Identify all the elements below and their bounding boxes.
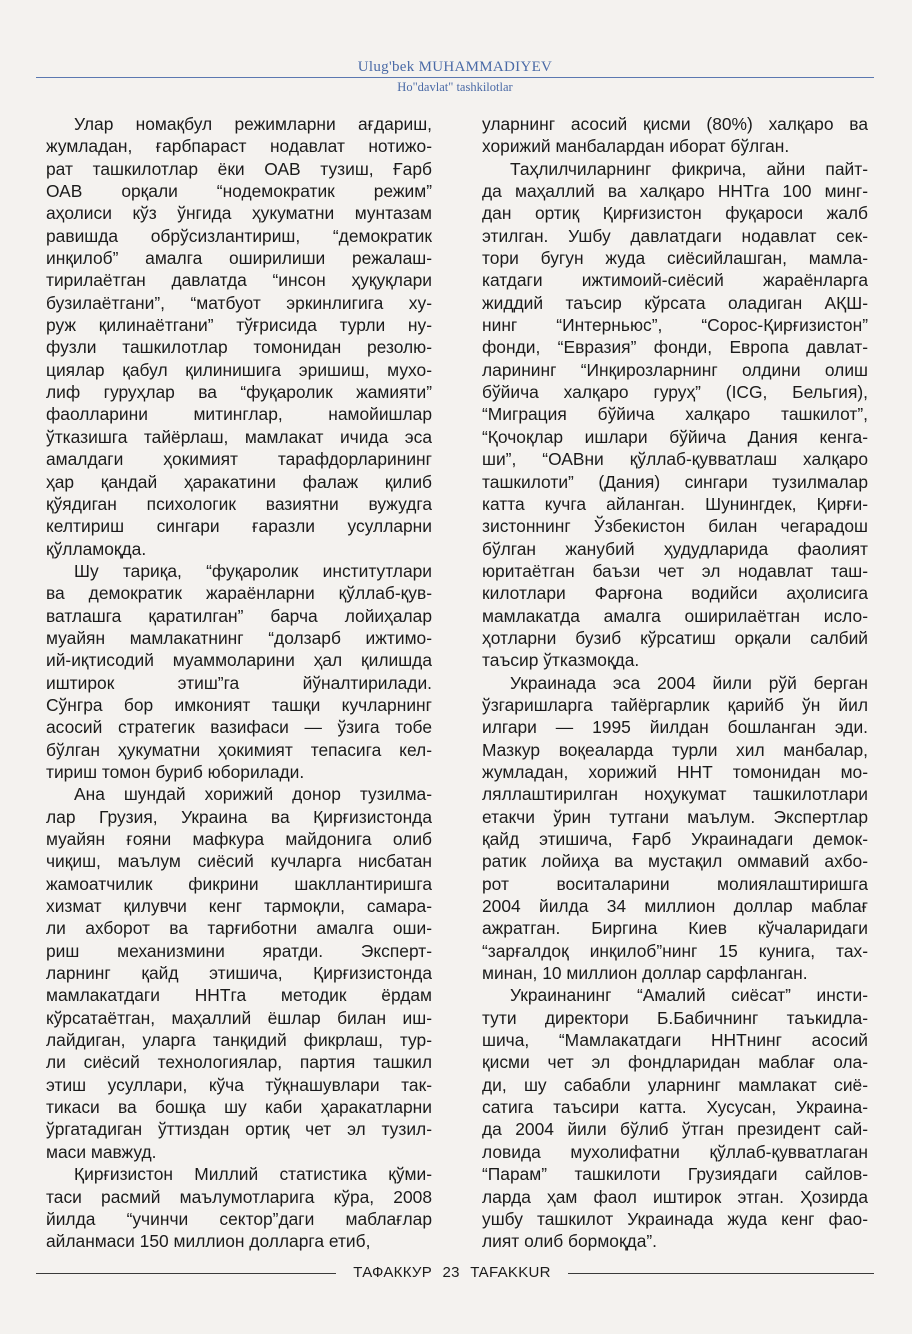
text-line: ларнинг қайд этишича, Қирғизистонда bbox=[46, 963, 432, 984]
text-line: жиддий таъсир кўрсата оладиган АҚШ- bbox=[482, 292, 868, 313]
text-line: илгари — 1995 йилдан бошланган эди. bbox=[482, 717, 868, 738]
text-line: асосий стратегик вазифаси — ўзига тобе bbox=[46, 717, 432, 738]
text-line: Украинада эса 2004 йили рўй берган bbox=[510, 672, 868, 693]
text-line: нинг “Интерньюс”, “Сорос-Қирғизистон” bbox=[482, 315, 868, 336]
text-line: ўргатадиган ўттиздан ортиқ чет эл тузил- bbox=[46, 1119, 432, 1140]
text-line: уларнинг асосий қисми (80%) халқаро ва bbox=[482, 114, 868, 134]
footer-rule-right bbox=[568, 1273, 874, 1274]
text-line: ОАВ орқали “нодемократик режим” bbox=[46, 181, 432, 202]
text-line: Ана шундай хорижий донор тузилма- bbox=[74, 784, 432, 805]
text-line: риш механизмини яратди. Эксперт- bbox=[46, 940, 432, 961]
text-line: Украинанинг “Амалий сиёсат” инсти- bbox=[510, 985, 868, 1006]
text-line: тирилаётган давлатда “инсон ҳуқуқлари bbox=[46, 270, 432, 291]
text-line: инқилоб” амалга оширилиши режалаш- bbox=[46, 248, 432, 269]
text-line: Таҳлилчиларнинг фикрича, айни пайт- bbox=[510, 158, 868, 179]
text-line: Сўнгра бор имконият ташқи кучларнинг bbox=[46, 694, 432, 715]
text-line: таъсир ўтказмоқда. bbox=[482, 650, 640, 671]
text-line: жумладан, ғарбпараст нодавлат нотижо- bbox=[46, 136, 432, 157]
text-line: ажратган. Биргина Киев кўчаларидаги bbox=[482, 918, 868, 939]
text-line: аҳолиси кўз ўнгида ҳукуматни мунтазам bbox=[46, 203, 432, 224]
author-name: Ulug'bek MUHAMMADIYEV bbox=[357, 59, 553, 75]
text-line: Қирғизистон Миллий статистика қўми- bbox=[74, 1164, 432, 1185]
text-line: руж қилинаётгани” тўғрисида турли ну- bbox=[46, 315, 432, 336]
text-line: ўзгаришларга тайёргарлик қарийб ўн йил bbox=[482, 694, 868, 715]
text-line: қўлламоқда. bbox=[46, 538, 147, 559]
paragraph bbox=[482, 672, 868, 985]
text-line: катта кучга айланган. Шунингдек, Қирғи- bbox=[482, 493, 868, 514]
right-column bbox=[482, 113, 868, 1253]
text-line: ушбу ташкилот Украинада жуда кенг фао- bbox=[482, 1208, 868, 1229]
text-line: этилган. Ушбу давлатдаги нодавлат сек- bbox=[482, 225, 868, 246]
text-line: рат ташкилотлар ёки ОАВ тузиш, Ғарб bbox=[46, 158, 432, 179]
page-header bbox=[36, 58, 874, 95]
text-line: муайян мамлакатнинг “долзарб ижтимо- bbox=[46, 627, 432, 648]
text-line: тори бугун жуда сиёсийлашган, мамла- bbox=[482, 248, 868, 269]
paragraph bbox=[46, 113, 432, 560]
text-line: кўрсатаётган, маҳаллий ёшлар билан иш- bbox=[46, 1007, 432, 1028]
text-line: “Миграция бўйича халқаро ташкилот”, bbox=[482, 404, 868, 425]
text-line: хорижий манбалардан иборат бўлган. bbox=[482, 136, 790, 157]
text-line: минан, 10 миллион доллар сарфланган. bbox=[482, 963, 808, 984]
text-line: “Парам” ташкилоти Грузиядаги сайлов- bbox=[482, 1164, 868, 1185]
text-line: сатига таъсири катта. Хусусан, Украина- bbox=[482, 1097, 868, 1118]
text-line: бузилаётгани”, “матбуот эркинлигига ху- bbox=[46, 292, 432, 313]
text-line: ҳотларни бузиб кўрсатиш орқали салбий bbox=[482, 627, 868, 648]
text-line: Улар номақбул режимларни ағдариш, bbox=[74, 114, 432, 134]
text-line: жумладан, хорижий ННТ томонидан мо- bbox=[482, 761, 868, 782]
text-line: ловида мухолифатни қўллаб-қувватлаган bbox=[482, 1141, 868, 1162]
text-line: этиш усуллари, кўча тўқнашувлари так- bbox=[46, 1074, 432, 1095]
text-line: шича, “Мамлакатдаги ННТнинг асосий bbox=[482, 1030, 868, 1051]
text-line: рот воситаларини молиялаштиришга bbox=[482, 873, 868, 894]
page-number: 23 bbox=[442, 1264, 460, 1281]
text-line: етакчи ўрин тутгани маълум. Экспертлар bbox=[482, 806, 868, 827]
paragraph bbox=[46, 783, 432, 1163]
text-line: “зарғалдоқ инқилоб”нинг 15 кунига, тах- bbox=[482, 940, 868, 961]
header-divider bbox=[36, 77, 874, 78]
text-line: лар Грузия, Украина ва Қирғизистонда bbox=[46, 806, 432, 827]
text-line: қисми чет эл фондларидан маблағ ола- bbox=[482, 1052, 868, 1073]
page-footer bbox=[36, 1263, 874, 1283]
text-line: циялар қабул қилинишига эришиш, мухо- bbox=[46, 359, 432, 380]
text-line: тути директори Б.Бабичнинг таъкидла- bbox=[482, 1007, 868, 1028]
text-line: ий-иқтисодий муаммоларини ҳал қилишда bbox=[46, 650, 432, 671]
text-line: ларда ҳам фаол иштирок этган. Ҳозирда bbox=[482, 1186, 868, 1207]
text-line: ҳар қандай ҳаракатини фалаж қилиб bbox=[46, 471, 432, 492]
text-line: фузли ташкилотлар томонидан резолю- bbox=[46, 337, 432, 358]
text-line: лиф гуруҳлар ва “фуқаролик жамияти” bbox=[46, 382, 432, 403]
paragraph bbox=[482, 984, 868, 1252]
paragraph bbox=[46, 1163, 432, 1252]
text-line: “Қочоқлар ишлари бўйича Дания кенга- bbox=[482, 426, 868, 447]
section-title: Ho"davlat" tashkilotlar bbox=[397, 80, 513, 94]
text-line: айланмаси 150 миллион долларга етиб, bbox=[46, 1231, 371, 1252]
left-column bbox=[46, 113, 432, 1253]
paragraph bbox=[482, 158, 868, 672]
footer-rule-left bbox=[36, 1273, 336, 1274]
paragraph bbox=[46, 560, 432, 783]
text-line: хизмат қилувчи кенг тармоқли, самара- bbox=[46, 896, 432, 917]
text-line: ши”, “ОАВни қўллаб-қувватлаш халқаро bbox=[482, 449, 868, 470]
text-line: фонди, “Евразия” фонди, Европа давлат- bbox=[482, 337, 868, 358]
journal-name-cyrillic: ТАФАККУР bbox=[353, 1264, 433, 1281]
text-line: ташкилоти” (Дания) сингари тузилмалар bbox=[482, 471, 868, 492]
text-line: дан ортиқ Қирғизистон фуқароси жалб bbox=[482, 203, 868, 224]
text-line: муайян ғояни мафкура майдонига олиб bbox=[46, 829, 432, 849]
text-line: ли сиёсий технологиялар, партия ташкил bbox=[46, 1052, 432, 1073]
text-line: ва демократик жараёнларни қўллаб-қув- bbox=[46, 583, 432, 604]
text-line: амалдаги ҳокимият тарафдорларининг bbox=[46, 449, 432, 470]
text-line: ляллаштирилган ноҳукумат ташкилотлари bbox=[482, 784, 868, 805]
text-line: таси расмий маълумотларига кўра, 2008 bbox=[46, 1186, 432, 1207]
footer-label bbox=[336, 1263, 568, 1283]
text-line: да маҳаллий ва халқаро ННТга 100 минг- bbox=[482, 181, 868, 202]
text-line: ратик лойиҳа ва мустақил оммавий ахбо- bbox=[482, 851, 868, 872]
text-line: ди, шу сабабли уларнинг мамлакат сиё- bbox=[482, 1074, 868, 1095]
text-line: тикаси ва бошқа шу каби ҳаракатларни bbox=[46, 1097, 432, 1118]
text-line: килотлари Фарғона водийси аҳолисига bbox=[482, 583, 868, 604]
text-line: бўлган жанубий ҳудудларида фаолият bbox=[482, 538, 868, 559]
text-line: мамлакатда амалга оширилаётган исло- bbox=[482, 605, 868, 626]
text-line: лият олиб бормоқда”. bbox=[482, 1231, 658, 1252]
text-line: ўтказишга тайёрлаш, мамлакат ичида эса bbox=[46, 426, 432, 447]
text-line: маси мавжуд. bbox=[46, 1141, 157, 1162]
text-line: юритаётган баъзи чет эл нодавлат таш- bbox=[482, 560, 868, 581]
text-line: лайдиган, уларга танқидий фикрлаш, тур- bbox=[46, 1030, 432, 1051]
text-line: Шу тариқа, “фуқаролик институтлари bbox=[74, 560, 432, 581]
text-line: ватлашга қаратилган” барча лойиҳалар bbox=[46, 605, 432, 626]
text-line: ли ахборот ва тарғиботни амалга оши- bbox=[46, 918, 432, 939]
text-line: да 2004 йили бўлиб ўтган президент сай- bbox=[482, 1119, 868, 1140]
journal-name-latin: TAFAKKUR bbox=[470, 1264, 551, 1281]
text-line: катдаги ижтимоий-сиёсий жараёнларга bbox=[482, 270, 868, 291]
text-line: бўлган ҳукуматни ҳокимият тепасига кел- bbox=[46, 739, 432, 760]
text-line: жамоатчилик фикрини шакллантиришга bbox=[46, 873, 432, 894]
text-line: мамлакатдаги ННТга методик ёрдам bbox=[46, 985, 432, 1006]
text-line: равишда обрўсизлантириш, “демократик bbox=[46, 225, 432, 246]
text-line: келтириш сингари ғаразли усулларни bbox=[46, 516, 432, 537]
paragraph bbox=[482, 113, 868, 158]
text-line: зистоннинг Ўзбекистон билан чегарадош bbox=[482, 516, 868, 537]
text-line: иштирок этиш”га йўналтирилади. bbox=[46, 672, 432, 693]
text-line: қўядиган психологик вазиятни вужудга bbox=[46, 493, 432, 514]
text-line: тириш томон буриб юборилади. bbox=[46, 761, 305, 782]
text-line: фаолларини митинглар, намойишлар bbox=[46, 404, 432, 425]
text-line: йилда “учинчи сектор”даги маблағлар bbox=[46, 1208, 432, 1229]
text-line: Мазкур воқеаларда турли хил манбалар, bbox=[482, 739, 868, 760]
text-line: 2004 йилда 34 миллион доллар маблағ bbox=[482, 896, 868, 917]
text-line: бўйича халқаро гуруҳ” (ICG, Бельгия), bbox=[482, 382, 868, 403]
text-line: ларининг “Инқирозларнинг олдини олиш bbox=[482, 359, 868, 380]
text-line: чиқиш, маълум сиёсий кучларга нисбатан bbox=[46, 851, 432, 872]
text-line: қайд этишича, Ғарб Украинадаги демок- bbox=[482, 829, 868, 849]
